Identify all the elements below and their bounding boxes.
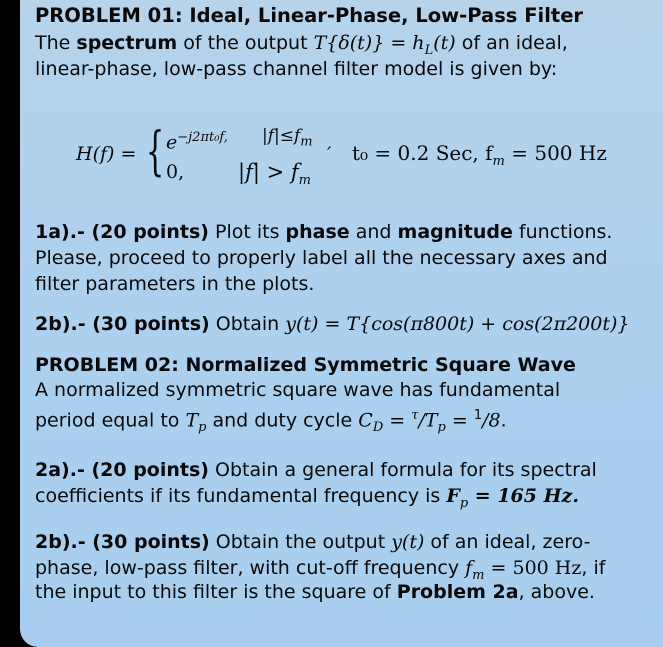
problem2-title: PROBLEM 02: Normalized Symmetric Square Wave: [35, 354, 576, 376]
question-2a: 2a).- (20 points) Obtain a general formula for its spectral: [35, 459, 597, 481]
equation-case1-expr: $e^{-j2\pi t_0f,}$: [166, 130, 228, 154]
question-2a-line2: coefficients if its fundamental frequency is $F_p = 165$ Hz.: [35, 485, 579, 511]
problem2-line1: A normalized symmetric square wave has fundamental: [35, 379, 561, 401]
problem1-title: PROBLEM 01: Ideal, Linear-Phase, Low-Pass Filter: [35, 4, 584, 27]
question-1a-line3: filter parameters in the plots.: [35, 273, 315, 295]
problem1-intro-line2: linear-phase, low-pass channel filter model is given by:: [35, 58, 558, 80]
question-2b-line2: phase, low-pass filter, with cut-off frequency $f_m = 500$ Hz, if: [35, 557, 606, 583]
question-2b: 2b).- (30 points) Obtain the output y(t) of an ideal, zero-: [35, 531, 591, 553]
equation-parameters: t₀ = 0.2 Sec, $f_m = 500$ Hz: [352, 141, 607, 169]
equation-lhs: H(f) =: [76, 143, 137, 165]
equation-case1-condition: $|f|\le f_m$: [262, 126, 313, 150]
equation-comma: ′: [327, 143, 332, 165]
equation-case2-expr: 0,: [166, 161, 185, 183]
equation-brace: {: [146, 122, 165, 182]
problem1-intro: The spectrum of the output $T\{\delta(t)\} = h_L(t)$ of an ideal,: [35, 32, 568, 58]
problem2-line2: period equal to $T_p$ and duty cycle $C_D = ^\tau/T_p = ^1/8$.: [35, 408, 507, 436]
equation-case2-condition: $|f| > f_m$: [238, 160, 311, 189]
question-1a-line2: Please, proceed to properly label all the necessary axes and: [35, 247, 608, 269]
question-2b-line3: the input to this filter is the square of Problem 2a, above.: [35, 581, 595, 603]
question-1a: 1a).- (20 points) Plot its phase and magnitude functions.: [35, 221, 613, 243]
question-1-2b: 2b).- (30 points) Obtain y(t) = T{cos(π800t) + cos(2π200t)}: [35, 313, 630, 335]
